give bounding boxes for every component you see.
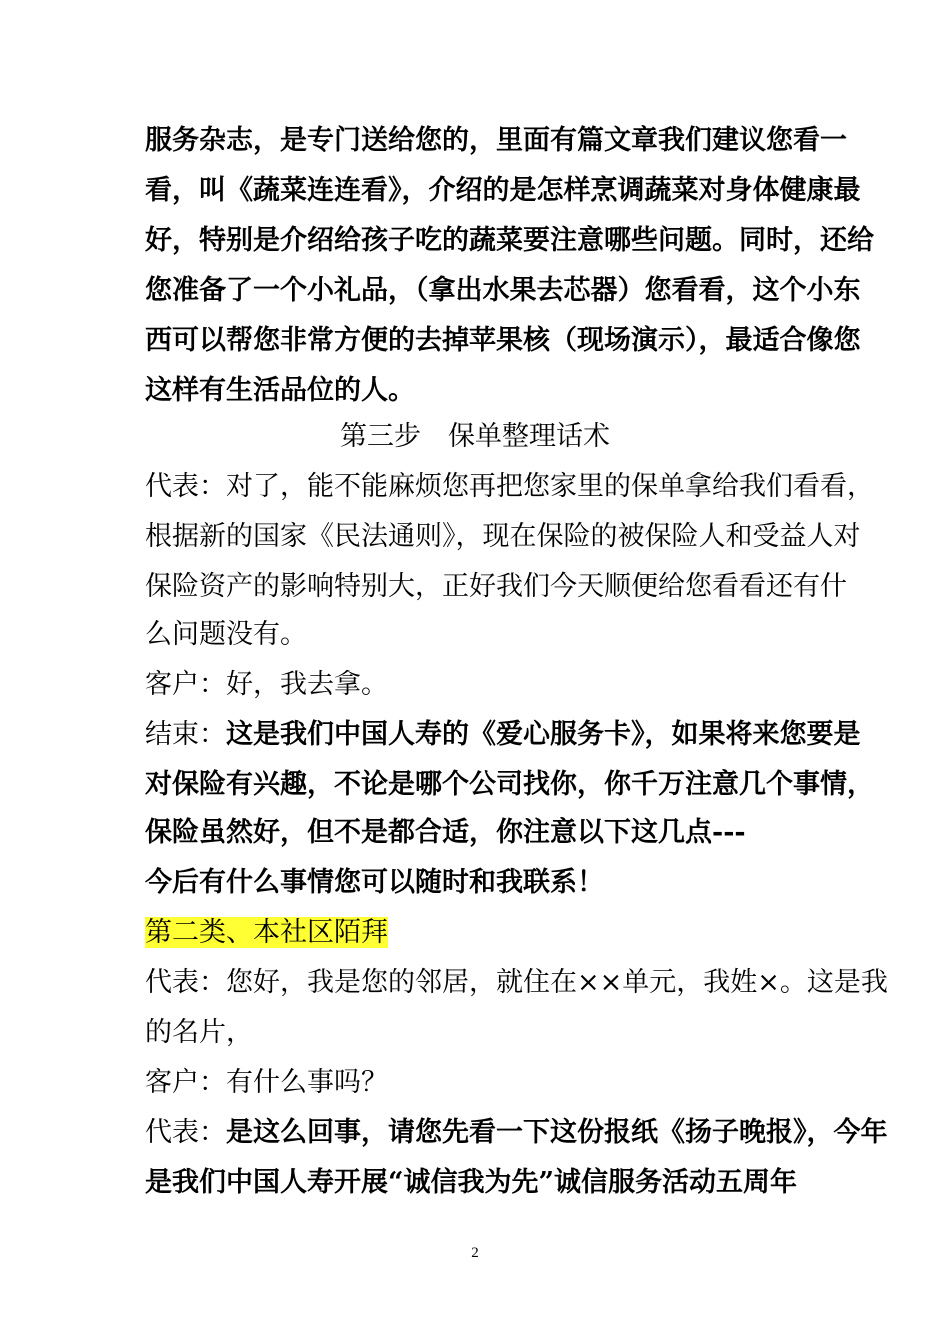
text-line: 是我们中国人寿开展“诚信我为先”诚信服务活动五周年 xyxy=(145,1167,798,1198)
text-line: 服务杂志，是专门送给您的，里面有篇文章我们建议您看一 xyxy=(145,125,847,156)
speaker-label: 结束： xyxy=(145,719,226,750)
dialogue-text: 这是我们中国人寿的《爱心服务卡》，如果将来您要是 xyxy=(226,719,861,750)
dialogue-text: 是这么回事，请您先看一下这份报纸《扬子晚报》，今年 xyxy=(226,1117,888,1148)
dialogue-line xyxy=(145,467,874,507)
speaker-label: 代表： xyxy=(145,471,226,502)
text-line: 您准备了一个小礼品，（拿出水果去芯器）您看看，这个小东 xyxy=(145,275,861,306)
text-line: 么问题没有。 xyxy=(145,619,307,650)
category-heading xyxy=(145,913,815,953)
speaker-label: 代表： xyxy=(145,1117,226,1148)
dialogue-line xyxy=(145,1113,888,1153)
dialogue-line: 客户：有什么事吗？ xyxy=(145,1067,388,1098)
text-line: 根据新的国家《民法通则》，现在保险的被保险人和受益人对 xyxy=(145,521,861,552)
text-line: 这样有生活品位的人。 xyxy=(145,375,415,406)
text-line: 对保险有兴趣，不论是哪个公司找你，你千万注意几个事情， xyxy=(145,769,874,800)
text-line: 看，叫《蔬菜连连看》，介绍的是怎样烹调蔬菜对身体健康最 xyxy=(145,175,861,206)
section-heading: 第三步 保单整理话术 xyxy=(340,421,610,452)
text-line: 保险资产的影响特别大，正好我们今天顺便给您看看还有什 xyxy=(145,571,847,602)
speaker-label: 代表： xyxy=(145,967,226,998)
text-line: 好，特别是介绍给孩子吃的蔬菜要注意哪些问题。同时，还给 xyxy=(145,225,874,256)
dialogue-text: 对了，能不能麻烦您再把您家里的保单拿给我们看看， xyxy=(226,471,874,502)
text-line: 的名片， xyxy=(145,1017,253,1048)
dialogue-line xyxy=(145,715,861,755)
text-line: 保险虽然好，但不是都合适，你注意以下这几点--- xyxy=(145,817,746,848)
page-number: 2 xyxy=(471,1245,479,1261)
dialogue-line xyxy=(145,963,888,1003)
highlighted-heading: 第二类、本社区陌拜 xyxy=(145,917,388,948)
text-line: 西可以帮您非常方便的去掉苹果核（现场演示），最适合像您 xyxy=(145,325,861,356)
text-line: 今后有什么事情您可以随时和我联系！ xyxy=(145,867,604,898)
dialogue-line: 客户：好，我去拿。 xyxy=(145,669,388,700)
dialogue-text: 您好，我是您的邻居，就住在××单元，我姓×。这是我 xyxy=(226,967,888,998)
